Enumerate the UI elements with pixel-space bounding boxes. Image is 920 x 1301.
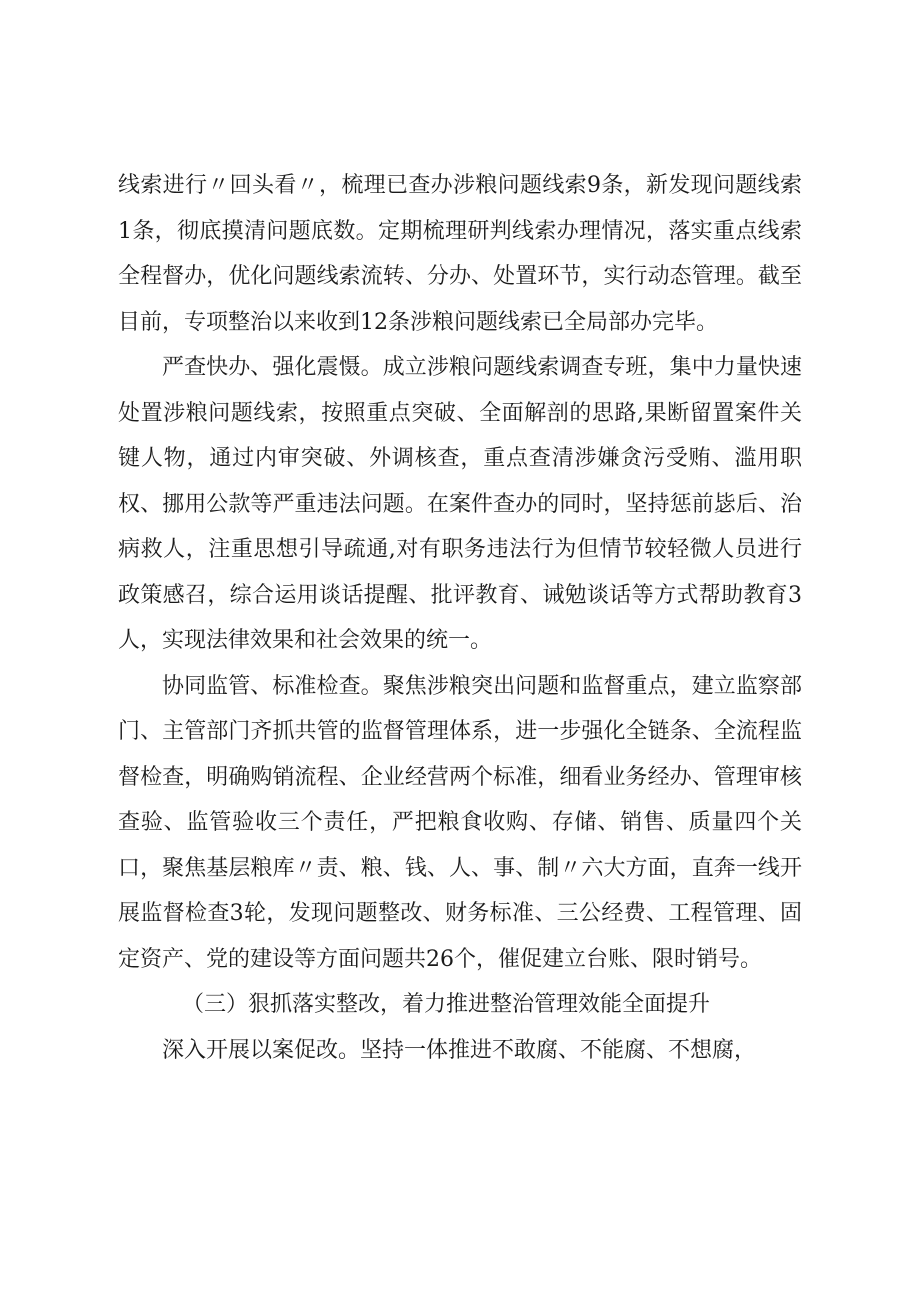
paragraph-clue-review: 线索进行〃回头看〃，梳理已查办涉粮问题线索9条，新发现问题线索1条，彻底摸清问题底数。定期梳理研判线索办理情况，落实重点线索全程督办，优化问题线索流转、分办、处置环节，实行动态管理。截至目前，专项整治以来收到12条涉粮问题线索已全局部办完毕。 xyxy=(118,173,802,335)
section-heading: （三）狠抓落实整改，着力推进整治管理效能全面提升 xyxy=(182,992,711,1017)
paragraph-case-reform: 深入开展以案促改。坚持一体推进不敢腐、不能腐、不想腐， xyxy=(162,1037,757,1063)
document-body xyxy=(118,163,802,1073)
paragraph-strict-investigation: 严查快办、强化震慑。成立涉粮问题线索调查专班，集中力量快速处置涉粮问题线索，按照重点突破、全面解剖的思路,果断留置案件关键人物，通过内审突破、外调核查，重点查清涉嫌贪污受贿、滥用职权、挪用公款等严重违法问题。在案件查办的同时，坚持惩前毖后、治病救人，注重思想引导疏通,对有职务违法行为但情节较轻微人员进行政策感召，综合运用谈话提醒、批评教育、诫勉谈话等方式帮助教育3人，实现法律效果和社会效果的统一。 xyxy=(118,355,802,653)
paragraph-joint-supervision: 协同监管、标准检查。聚焦涉粮突出问题和监督重点，建立监察部门、主管部门齐抓共管的监督管理体系，进一步强化全链条、全流程监督检查，明确购销流程、企业经营两个标准，细看业务经办、管理审核查验、监管验收三个责任，严把粮食收购、存储、销售、质量四个关口，聚焦基层粮库〃责、粮、钱、人、事、制〃六大方面，直奔一线开展监督检查3轮，发现问题整改、财务标准、三公经费、工程管理、固定资产、党的建设等方面问题共26个，催促建立台账、限时销号。 xyxy=(118,673,802,972)
